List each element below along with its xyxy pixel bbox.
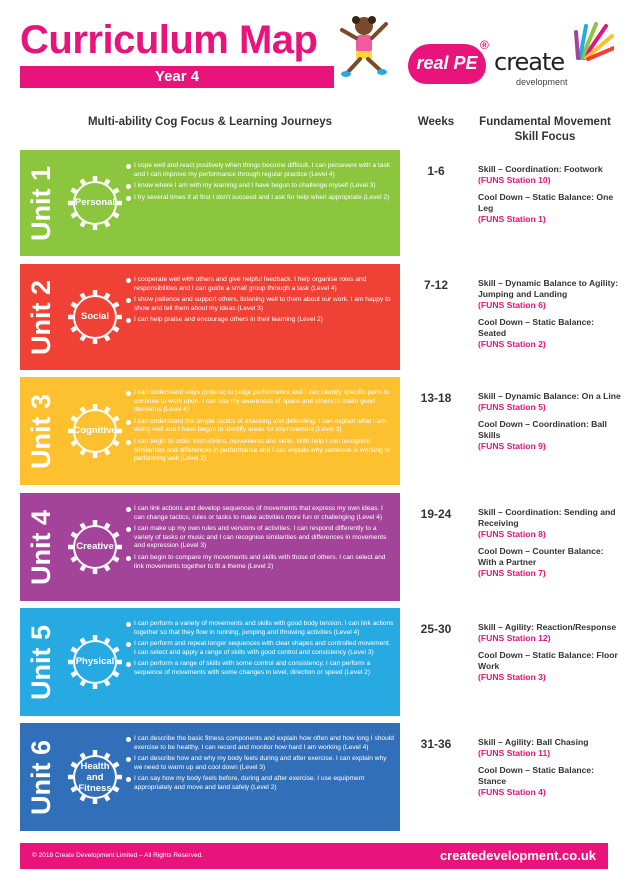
fms-item: [478, 507, 624, 540]
unit-label: [24, 377, 58, 485]
fms-focus-block: [478, 507, 624, 585]
unit-label: [24, 493, 58, 601]
realpe-logo: [408, 44, 486, 84]
learning-journey-list: [126, 735, 394, 796]
page-title: Curriculum Map: [20, 18, 318, 62]
fms-skill: Skill – Agility: Ball Chasing: [478, 737, 589, 747]
unit-label-text: Unit 4: [25, 509, 56, 585]
unit-panel: [20, 150, 400, 256]
year-label: Year 4: [154, 68, 200, 85]
unit-label-text: Unit 5: [25, 624, 56, 700]
learning-journey-item: I can begin to compare my movements and skills with those of others. I can select and link movements together to fit a theme (Level 2): [126, 554, 394, 571]
fms-focus-block: [478, 278, 624, 356]
fms-item: [478, 278, 624, 311]
fms-station: (FUNS Station 1): [478, 214, 546, 224]
learning-journey-item: I can understand ways (criteria) to judge performance and I can identify specific parts to continue to work upon. I can use my awareness of space and others to make good decisions (Level 4): [126, 389, 394, 415]
learning-journey-list: [126, 620, 394, 681]
learning-journey-list: [126, 505, 394, 574]
unit-label: [24, 264, 58, 370]
cog-label: Cognitive: [73, 425, 117, 436]
unit-label: [24, 150, 58, 256]
weeks-column-header: Weeks: [417, 116, 455, 128]
fms-skill: Cool Down – Static Balance: Seated: [478, 317, 595, 338]
fms-skill: Cool Down – Counter Balance: With a Partner: [478, 546, 604, 567]
cog-label: Physical: [75, 656, 115, 667]
create-logo-text: create: [494, 48, 565, 76]
fms-station: (FUNS Station 2): [478, 339, 546, 349]
realpe-logo-text: real PE: [416, 53, 478, 73]
focus-column-header: Multi-ability Cog Focus & Learning Journeys: [87, 116, 333, 128]
unit-panel: [20, 264, 400, 370]
fms-item: [478, 317, 624, 350]
fms-station: (FUNS Station 9): [478, 441, 546, 451]
registered-mark: ®: [480, 38, 489, 52]
learning-journey-item: I can perform a range of skills with some control and consistency. I can perform a sequence of movements with some changes in level, direction or speed (Level 2): [126, 660, 394, 677]
cog-label: Health and Fitness: [78, 761, 112, 794]
fms-focus-block: [478, 391, 624, 458]
learning-journey-item: I can make up my own rules and versions of activities. I can respond differently to a variety of tasks or music and I can recognise similarities and differences in movements and expression (Level 3): [126, 525, 394, 551]
learning-journey-item: I cope well and react positively when things become difficult. I can persevere with a task and I can improve my performance through regular practice (Level 4): [126, 162, 394, 179]
learning-journey-item: I can link actions and develop sequences of movements that express my own ideas. I can change tactics, rules or tasks to make activities more fun or challenging (Level 4): [126, 505, 394, 522]
unit-label-text: Unit 2: [25, 279, 56, 355]
footer-band: [20, 843, 608, 869]
learning-journey-item: I show patience and support others, listening well to them about our work. I am happy to show and tell them about my ideas (Level 3): [126, 296, 394, 313]
unit-label-text: Unit 6: [25, 739, 56, 815]
fms-skill: Skill – Coordination: Footwork: [478, 164, 603, 174]
fms-skill: Cool Down – Coordination: Ball Skills: [478, 419, 607, 440]
fms-skill: Skill – Agility: Reaction/Response: [478, 622, 617, 632]
learning-journey-item: I can begin to order instructions, movements and skills. With help I can recognise similarities and differences in performance and I can explain why someone is working or performing well (Level 2): [126, 438, 394, 464]
learning-journey-item: I try several times if at first I don't succeed and I ask for help when appropriate (Level 2): [126, 194, 394, 203]
fms-station: (FUNS Station 11): [478, 748, 551, 758]
fms-station: (FUNS Station 7): [478, 568, 546, 578]
fms-focus-block: [478, 622, 624, 689]
fms-station: (FUNS Station 12): [478, 633, 551, 643]
fms-station: (FUNS Station 4): [478, 787, 546, 797]
weeks-value: 1-6: [427, 164, 445, 178]
cog-label: Personal: [74, 197, 116, 208]
weeks-value: 19-24: [420, 507, 452, 521]
learning-journey-item: I can describe the basic fitness components and explain how often and how long I should exercise to be healthy. I can record and monitor how hard I am working (Level 4): [126, 735, 394, 752]
learning-journey-list: [126, 162, 394, 205]
learning-journey-item: I can perform a variety of movements and skills with good body tension. I can link actions together so that they flow in running, jumping and throwing activities (Level 4): [126, 620, 394, 637]
fms-item: [478, 737, 624, 759]
weeks-value: 7-12: [423, 278, 449, 292]
fms-skill: Skill – Dynamic Balance: On a Line: [478, 391, 621, 401]
fms-item: [478, 546, 624, 579]
fms-skill: Cool Down – Static Balance: One Leg: [478, 192, 614, 213]
learning-journey-item: I can describe how and why my body feels during and after exercise. I can explain why we need to warm up and cool down (Level 3): [126, 755, 394, 772]
weeks-value: 25-30: [420, 622, 452, 636]
unit-panel: [20, 723, 400, 831]
fms-item: [478, 164, 624, 186]
learning-journey-item: I can help praise and encourage others in their learning (Level 2): [126, 316, 394, 325]
fms-item: [478, 622, 624, 644]
fms-skill: Skill – Dynamic Balance to Agility: Jumping and Landing: [478, 278, 619, 299]
fms-item: [478, 650, 624, 683]
learning-journey-item: I cooperate well with others and give helpful feedback. I help organise roles and responsibilities and I can guide a small group through a task (Level 4): [126, 276, 394, 293]
development-logo-text: development: [516, 77, 568, 87]
weeks-value: 13-18: [420, 391, 452, 405]
fms-station: (FUNS Station 6): [478, 300, 546, 310]
cog-label: Creative: [76, 541, 114, 552]
unit-panel: [20, 608, 400, 716]
unit-panel: [20, 377, 400, 485]
unit-panel: [20, 493, 400, 601]
year-band: [20, 66, 334, 88]
learning-journey-list: [126, 389, 394, 467]
unit-label-text: Unit 3: [25, 393, 56, 469]
fms-station: (FUNS Station 3): [478, 672, 546, 682]
unit-label-text: Unit 1: [25, 165, 56, 241]
fms-station: (FUNS Station 8): [478, 529, 546, 539]
weeks-value: 31-36: [420, 737, 452, 751]
learning-journey-item: I can say how my body feels before, during and after exercise. I use equipment appropriately and move and land safely (Level 2): [126, 775, 394, 792]
fms-skill: Cool Down – Static Balance: Floor Work: [478, 650, 618, 671]
fms-item: [478, 391, 624, 413]
learning-journey-item: I can perform and repeat longer sequences with clear shapes and controlled movement. I can select and apply a range of skills with good control and consistency (Level 3): [126, 640, 394, 657]
fms-skill: Cool Down – Static Balance: Stance: [478, 765, 595, 786]
create-development-logo: [494, 22, 614, 88]
learning-journey-item: I can understand the simple tactics of attacking and defending. I can explain what I am doing well and I have begun to identify areas for improvement (Level 3): [126, 418, 394, 435]
child-illustration: [334, 12, 396, 82]
fms-focus-block: [478, 737, 624, 804]
fms-item: [478, 765, 624, 798]
fms-skill: Skill – Coordination: Sending and Receiving: [478, 507, 616, 528]
fms-item: [478, 192, 624, 225]
website-link[interactable]: createdevelopment.co.uk: [439, 848, 596, 863]
learning-journey-list: [126, 276, 394, 328]
cog-label: Social: [81, 311, 109, 322]
learning-journey-item: I know where I am with my learning and I have begun to challenge myself (Level 3): [126, 182, 394, 191]
unit-label: [24, 723, 58, 831]
fms-station: (FUNS Station 5): [478, 402, 546, 412]
unit-label: [24, 608, 58, 716]
fms-item: [478, 419, 624, 452]
copyright-text: © 2018 Create Development Limited – All Rights Reserved.: [32, 852, 203, 859]
fms-column-header: Fundamental Movement Skill Focus: [479, 116, 611, 143]
fms-focus-block: [478, 164, 624, 231]
fms-station: (FUNS Station 10): [478, 175, 551, 185]
